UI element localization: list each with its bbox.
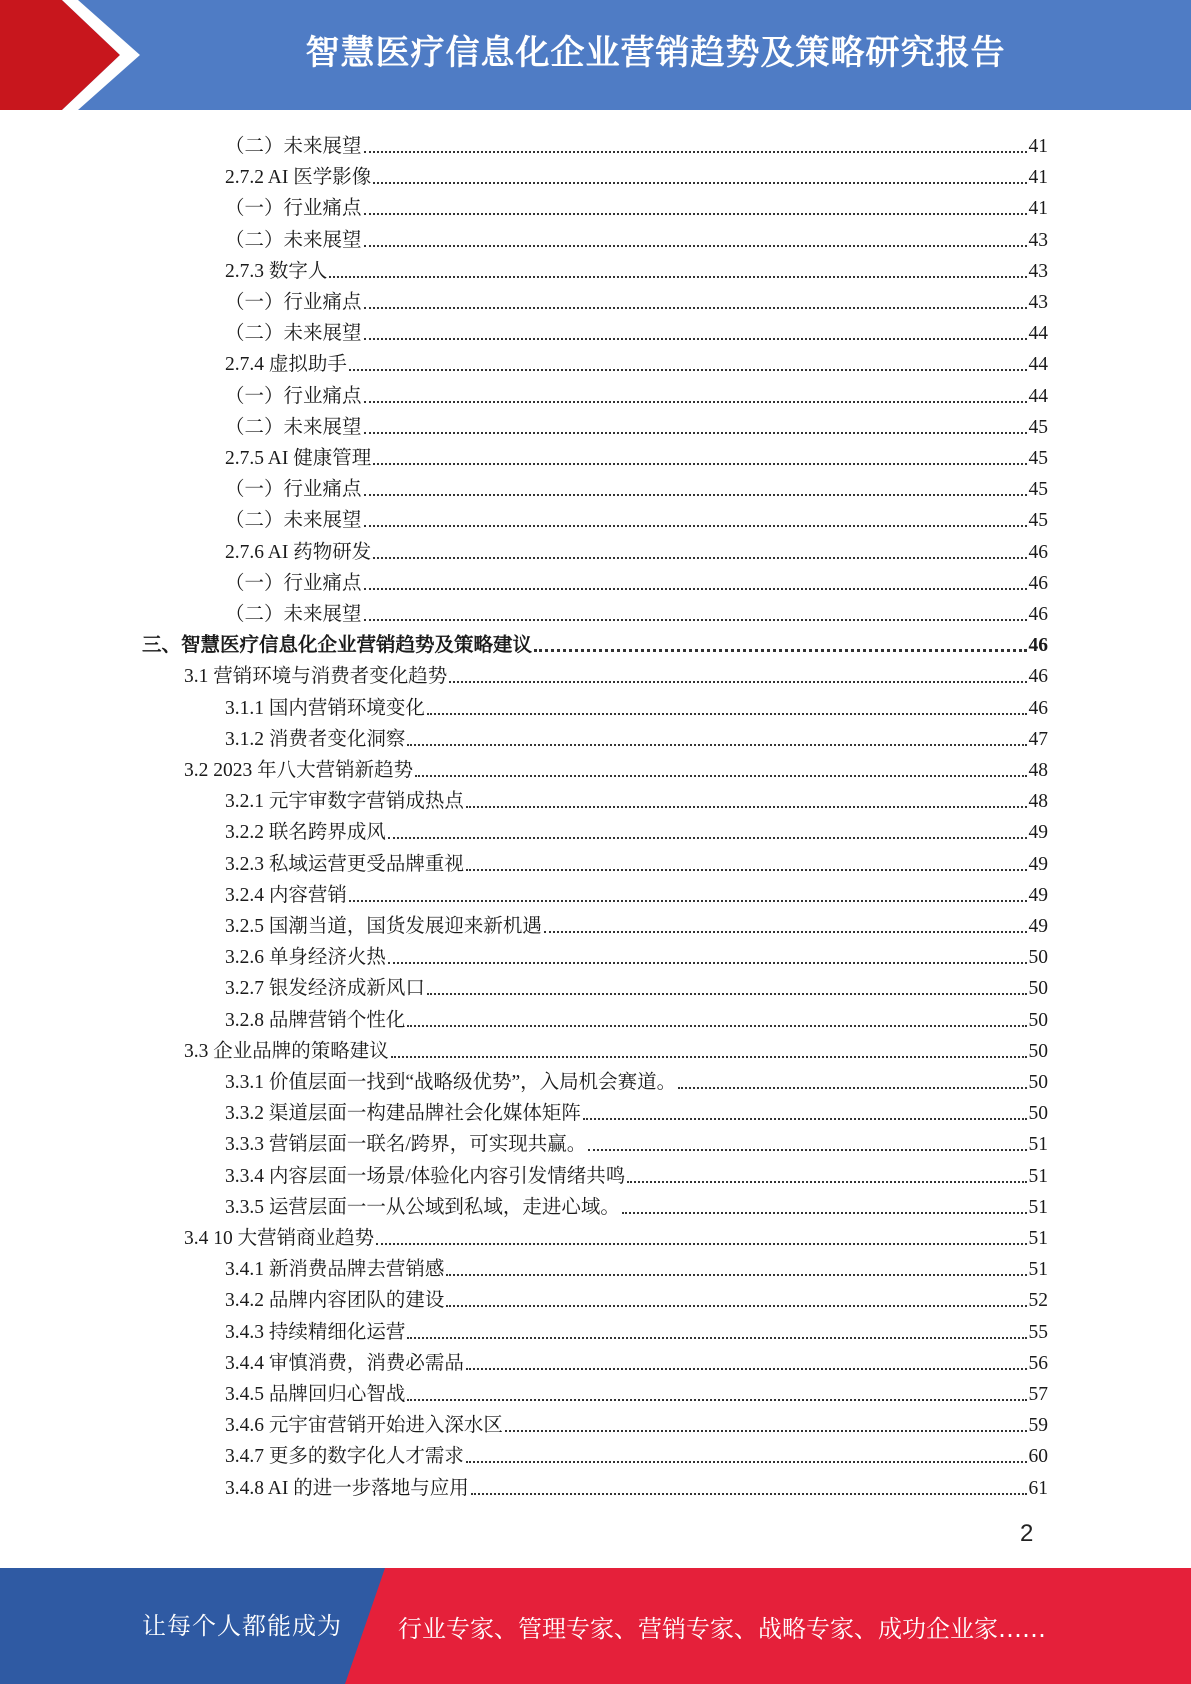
toc-entry-title: （二）未来展望 [225,136,362,157]
toc-entry-title: 3.2.2 联名跨界成风 [225,822,386,844]
toc-dot-leader [446,1274,1026,1276]
toc-entry[interactable] [225,253,1048,284]
toc-entry-page: 45 [1028,510,1048,532]
page-footer [0,1568,1191,1684]
toc-entry-page: 46 [1028,666,1048,688]
toc-entry[interactable] [142,627,1048,658]
toc-entry-page: 41 [1028,198,1048,220]
toc-entry[interactable] [225,284,1048,315]
toc-entry[interactable] [225,1376,1048,1407]
toc-dot-leader [364,245,1027,247]
toc-entry[interactable] [225,534,1048,565]
toc-entry[interactable] [225,877,1048,908]
toc-entry[interactable] [225,222,1048,253]
toc-entry-page: 46 [1028,635,1048,657]
toc-entry[interactable] [225,128,1048,159]
toc-dot-leader [364,307,1027,309]
toc-dot-leader [364,151,1027,153]
toc-dot-leader [622,1212,1027,1214]
toc-dot-leader [373,557,1026,559]
toc-dot-leader [364,213,1027,215]
toc-entry-title: 3.2 2023 年八大营销新趋势 [184,760,414,781]
toc-entry[interactable] [225,565,1048,596]
toc-entry[interactable] [225,1251,1048,1282]
toc-dot-leader [364,619,1027,621]
toc-entry[interactable] [225,846,1048,877]
toc-dot-leader [505,1430,1027,1432]
toc-entry-title: 三、智慧医疗信息化企业营销趋势及策略建议 [142,635,533,657]
toc-entry-title: 3.3.4 内容层面一场景/体验化内容引发情绪共鸣 [225,1165,626,1187]
toc-dot-leader [349,369,1027,371]
toc-dot-leader [466,806,1027,808]
toc-entry-title: 2.7.3 数字人 [225,260,328,282]
toc-entry[interactable] [225,346,1048,377]
toc-entry-page: 49 [1028,822,1048,844]
toc-entry-title: 3.4.3 持续精细化运营 [225,1321,406,1343]
toc-dot-leader [534,649,1026,652]
toc-dot-leader [471,1493,1027,1495]
toc-entry[interactable] [225,783,1048,814]
toc-entry[interactable] [225,1002,1048,1033]
toc-entry[interactable] [225,502,1048,533]
toc-entry-page: 61 [1028,1477,1048,1499]
toc-entry-page: 50 [1028,978,1048,1000]
toc-dot-leader [364,525,1027,527]
toc-entry-title: 3.3.1 价值层面一找到“战略级优势”，入局机会赛道。 [225,1072,677,1093]
toc-entry[interactable] [225,1314,1048,1345]
toc-dot-leader [588,1149,1026,1151]
page-header [0,0,1191,110]
toc-entry-title: 3.4.7 更多的数字化人才需求 [225,1446,464,1468]
toc-dot-leader [415,775,1026,777]
toc-entry[interactable] [225,690,1048,721]
toc-entry-page: 50 [1028,947,1048,969]
toc-entry-title: （一）行业痛点 [225,198,362,220]
toc-entry-title: （一）行业痛点 [225,479,362,501]
toc-entry-title: 3.1 营销环境与消费者变化趋势 [184,666,448,688]
toc-entry[interactable] [184,752,1048,783]
toc-dot-leader [407,1337,1026,1339]
toc-entry-title: （二）未来展望 [225,604,362,625]
toc-entry-page: 59 [1028,1415,1048,1437]
toc-entry[interactable] [225,1345,1048,1376]
toc-entry-page: 52 [1028,1290,1048,1312]
toc-entry-page: 49 [1028,884,1048,906]
toc-dot-leader [466,1461,1027,1463]
toc-entry-title: （一）行业痛点 [225,292,362,313]
toc-entry-page: 46 [1028,572,1048,594]
toc-entry-page: 44 [1028,354,1048,376]
toc-dot-leader [678,1087,1026,1089]
toc-entry-title: 2.7.2 AI 医学影像 [225,167,372,189]
toc-entry-page: 45 [1028,448,1048,469]
toc-dot-leader [407,744,1026,746]
toc-entry[interactable] [184,1220,1048,1251]
toc-entry[interactable] [225,721,1048,752]
toc-entry[interactable] [225,596,1048,627]
toc-dot-leader [376,1243,1026,1245]
toc-entry[interactable] [225,1470,1048,1501]
toc-entry-title: 3.2.7 银发经济成新风口 [225,978,425,1000]
toc-entry[interactable] [225,1064,1048,1095]
toc-dot-leader [407,1399,1026,1401]
toc-entry-page: 46 [1028,541,1048,563]
toc-entry-title: 3.1.1 国内营销环境变化 [225,697,425,719]
toc-entry-page: 43 [1028,292,1048,313]
toc-entry-title: 3.2.1 元宇审数字营销成热点 [225,791,464,813]
toc-entry-page: 44 [1028,385,1048,407]
toc-entry-page: 50 [1028,1040,1048,1062]
toc-entry-title: 3.3.5 运营层面一一从公域到私域，走进心域。 [225,1196,620,1218]
toc-dot-leader [364,494,1027,496]
toc-entry-title: 3.4.8 AI 的进一步落地与应用 [225,1477,469,1499]
toc-entry-title: 3.1.2 消费者变化洞察 [225,728,406,750]
toc-entry-page: 46 [1028,697,1048,719]
toc-entry-title: 3.4.1 新消费品牌去营销感 [225,1259,445,1281]
toc-entry-title: 3.2.3 私域运营更受品牌重视 [225,853,464,875]
toc-dot-leader [364,432,1027,434]
toc-entry-page: 57 [1028,1384,1048,1405]
toc-entry-page: 50 [1028,1103,1048,1125]
toc-entry[interactable] [225,440,1048,471]
toc-entry-page: 45 [1028,416,1048,438]
toc-entry-page: 49 [1028,853,1048,875]
toc-entry-title: 3.2.8 品牌营销个性化 [225,1009,406,1031]
toc-dot-leader [466,1368,1027,1370]
toc-entry-title: （一）行业痛点 [225,385,362,407]
toc-entry[interactable] [225,1126,1048,1157]
toc-dot-leader [466,869,1027,871]
toc-entry-page: 45 [1028,479,1048,501]
toc-dot-leader [627,1181,1026,1183]
toc-dot-leader [364,588,1027,590]
toc-entry[interactable] [225,939,1048,970]
toc-entry-page: 51 [1028,1259,1048,1281]
toc-entry-page: 60 [1028,1446,1048,1468]
toc-entry-title: （二）未来展望 [225,416,362,438]
toc-entry-title: 3.2.6 单身经济火热 [225,947,386,969]
toc-entry[interactable] [225,1095,1048,1126]
toc-entry[interactable] [225,471,1048,502]
toc-entry-page: 56 [1028,1352,1048,1374]
toc-dot-leader [446,1305,1026,1307]
toc-entry-page: 55 [1028,1321,1048,1343]
toc-entry-title: 3.3.3 营销层面一联名/跨界，可实现共赢。 [225,1134,587,1156]
toc-entry[interactable] [225,1407,1048,1438]
toc-entry[interactable] [225,190,1048,221]
toc-entry-page: 47 [1028,728,1048,750]
toc-entry-title: 3.3.2 渠道层面一构建品牌社会化媒体矩阵 [225,1103,581,1125]
toc-entry[interactable] [225,1438,1048,1469]
page-number: 2 [1020,1520,1034,1547]
toc-entry-title: 2.7.6 AI 药物研发 [225,541,372,563]
toc-entry-title: （二）未来展望 [225,510,362,532]
toc-entry[interactable] [225,1189,1048,1220]
toc-dot-leader [449,681,1026,683]
toc-entry[interactable] [225,409,1048,440]
toc-entry-title: 2.7.5 AI 健康管理 [225,448,372,469]
toc-entry-page: 43 [1028,229,1048,251]
toc-dot-leader [364,338,1027,340]
toc-entry[interactable] [225,1282,1048,1313]
toc-dot-leader [373,182,1026,184]
toc-dot-leader [544,931,1027,933]
toc-dot-leader [427,713,1027,715]
toc-entry-page: 51 [1028,1165,1048,1187]
toc-dot-leader [391,1056,1027,1058]
toc-entry-title: （二）未来展望 [225,229,362,251]
toc-entry-page: 51 [1028,1228,1048,1249]
toc-entry-page: 41 [1028,136,1048,157]
toc-dot-leader [349,900,1027,902]
toc-entry-title: （二）未来展望 [225,323,362,345]
toc-entry-page: 50 [1028,1009,1048,1031]
toc-entry[interactable] [184,1033,1048,1064]
toc-entry-title: 3.2.4 内容营销 [225,884,347,906]
toc-entry-page: 50 [1028,1072,1048,1093]
toc-dot-leader [407,1025,1026,1027]
toc-dot-leader [329,276,1026,278]
toc-entry-page: 48 [1028,791,1048,813]
toc-entry-page: 44 [1028,323,1048,345]
footer-slogan: 让每个人都能成为 [142,1612,342,1640]
toc-entry[interactable] [225,378,1048,409]
toc-entry[interactable] [225,970,1048,1001]
toc-entry-page: 48 [1028,760,1048,781]
toc-entry-title: 3.3 企业品牌的策略建议 [184,1040,389,1062]
toc-entry-page: 49 [1028,916,1048,937]
toc-entry[interactable] [225,908,1048,939]
toc-entry-title: 3.4 10 大营销商业趋势 [184,1228,375,1249]
toc-entry-title: 2.7.4 虚拟助手 [225,354,347,376]
toc-dot-leader [388,837,1027,839]
toc-dot-leader [427,993,1027,995]
toc-entry-title: 3.4.6 元宇宙营销开始进入深水区 [225,1415,503,1437]
toc-entry-title: 3.4.4 审慎消费，消费必需品 [225,1352,464,1374]
toc-dot-leader [373,463,1026,465]
toc-entry-page: 51 [1028,1196,1048,1218]
toc-dot-leader [388,962,1027,964]
report-title: 智慧医疗信息化企业营销趋势及策略研究报告 [305,33,1006,73]
toc-entry-title: 3.2.5 国潮当道，国货发展迎来新机遇 [225,916,542,937]
toc-entry-page: 46 [1028,604,1048,625]
toc-dot-leader [583,1118,1027,1120]
toc-entry-title: 3.4.5 品牌回归心智战 [225,1384,406,1405]
toc-entry[interactable] [225,814,1048,845]
footer-tagline: 行业专家、管理专家、营销专家、战略专家、成功企业家…… [398,1615,1046,1643]
toc-entry-page: 51 [1028,1134,1048,1156]
toc-entry-page: 41 [1028,167,1048,189]
toc-entry-page: 43 [1028,260,1048,282]
toc-dot-leader [364,401,1027,403]
toc-entry[interactable] [225,159,1048,190]
toc-entry-title: 3.4.2 品牌内容团队的建设 [225,1290,445,1312]
toc-entry[interactable] [225,1158,1048,1189]
header-arrow-decoration [0,0,160,110]
toc-entry[interactable] [184,658,1048,689]
toc-entry-title: （一）行业痛点 [225,572,362,594]
toc-entry[interactable] [225,315,1048,346]
